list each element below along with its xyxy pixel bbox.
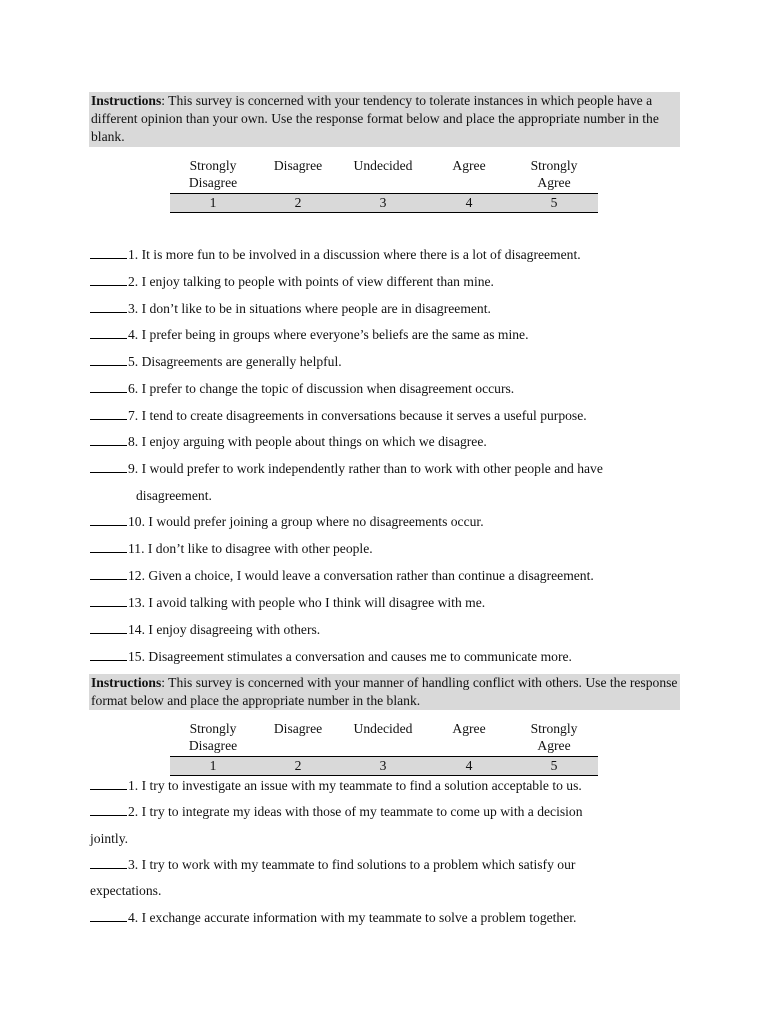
list-item: 5. Disagreements are generally helpful. (90, 353, 342, 370)
answer-blank[interactable] (90, 247, 127, 259)
answer-blank[interactable] (90, 434, 127, 446)
list-item: 4. I prefer being in groups where everyone’s beliefs are the same as mine. (90, 326, 528, 343)
instructions-text: : This survey is concerned with your tendency to tolerate instances in which people have a different opinion than your own. Use the response format below and place the appropriate number in the blank. (91, 93, 659, 144)
scale-number: 1 (209, 195, 217, 210)
answer-blank[interactable] (90, 327, 127, 339)
list-item: 14. I enjoy disagreeing with others. (90, 621, 320, 638)
answer-blank[interactable] (90, 778, 127, 790)
list-item: 7. I tend to create disagreements in conversations because it serves a useful purpose. (90, 407, 587, 424)
scale-numbers (170, 193, 598, 213)
scale-label-4: Agree (452, 721, 486, 736)
scale-number: 3 (379, 758, 387, 773)
answer-blank[interactable] (90, 857, 127, 869)
answer-blank[interactable] (90, 354, 127, 366)
scale-number: 4 (465, 758, 473, 773)
response-scale-1 (170, 157, 598, 213)
list-item: 12. Given a choice, I would leave a conversation rather than continue a disagreement. (90, 567, 594, 584)
list-item: 11. I don’t like to disagree with other people. (90, 540, 373, 557)
answer-blank[interactable] (90, 408, 127, 420)
scale-number: 2 (294, 758, 302, 773)
list-item: 2. I enjoy talking to people with points of view different than mine. (90, 273, 494, 290)
scale-number: 3 (379, 195, 387, 210)
scale-label-1: Strongly Disagree (188, 158, 238, 190)
answer-blank[interactable] (90, 381, 127, 393)
list-item: 9. I would prefer to work independently rather than to work with other people and have (90, 460, 603, 477)
item-continuation: disagreement. (136, 488, 212, 503)
answer-blank[interactable] (90, 804, 127, 816)
list-item: 3. I try to work with my teammate to find solutions to a problem which satisfy our (90, 856, 575, 873)
list-item: 1. It is more fun to be involved in a discussion where there is a lot of disagreement. (90, 246, 581, 263)
scale-label-2: Disagree (273, 721, 323, 736)
answer-blank[interactable] (90, 461, 127, 473)
scale-label-2: Disagree (273, 158, 323, 173)
answer-blank[interactable] (90, 541, 127, 553)
scale-label-5: Strongly Agree (530, 721, 578, 753)
item-continuation: jointly. (90, 831, 129, 846)
response-scale-2 (170, 720, 598, 776)
instructions-box-2 (89, 674, 680, 710)
scale-numbers (170, 756, 598, 776)
instructions-label: Instructions (91, 93, 162, 108)
list-item: 10. I would prefer joining a group where no disagreements occur. (90, 513, 484, 530)
scale-label-1: Strongly Disagree (188, 721, 238, 753)
instructions-text: : This survey is concerned with your manner of handling conflict with others. Use the response format below and place the appropriate number in the blank. (91, 675, 678, 708)
list-item: 6. I prefer to change the topic of discussion when disagreement occurs. (90, 380, 514, 397)
answer-blank[interactable] (90, 301, 127, 313)
answer-blank[interactable] (90, 649, 127, 661)
answer-blank[interactable] (90, 514, 127, 526)
scale-number: 1 (209, 758, 217, 773)
item-continuation: expectations. (90, 883, 162, 898)
answer-blank[interactable] (90, 622, 127, 634)
list-item: 8. I enjoy arguing with people about things on which we disagree. (90, 433, 487, 450)
instructions-label: Instructions (91, 675, 162, 690)
list-item: 4. I exchange accurate information with my teammate to solve a problem together. (90, 909, 576, 926)
scale-label-5: Strongly Agree (530, 158, 578, 190)
list-item: 13. I avoid talking with people who I think will disagree with me. (90, 594, 485, 611)
answer-blank[interactable] (90, 568, 127, 580)
list-item: 15. Disagreement stimulates a conversation and causes me to communicate more. (90, 648, 572, 665)
list-item: 3. I don’t like to be in situations where people are in disagreement. (90, 300, 491, 317)
scale-number: 5 (550, 758, 558, 773)
scale-number: 5 (550, 195, 558, 210)
scale-number: 2 (294, 195, 302, 210)
answer-blank[interactable] (90, 595, 127, 607)
scale-label-4: Agree (452, 158, 486, 173)
answer-blank[interactable] (90, 274, 127, 286)
list-item: 2. I try to integrate my ideas with those of my teammate to come up with a decision (90, 803, 583, 820)
scale-label-3: Undecided (353, 158, 413, 173)
instructions-box-1 (89, 92, 680, 147)
scale-label-3: Undecided (353, 721, 413, 736)
list-item: 1. I try to investigate an issue with my teammate to find a solution acceptable to us. (90, 777, 582, 794)
scale-number: 4 (465, 195, 473, 210)
answer-blank[interactable] (90, 910, 127, 922)
